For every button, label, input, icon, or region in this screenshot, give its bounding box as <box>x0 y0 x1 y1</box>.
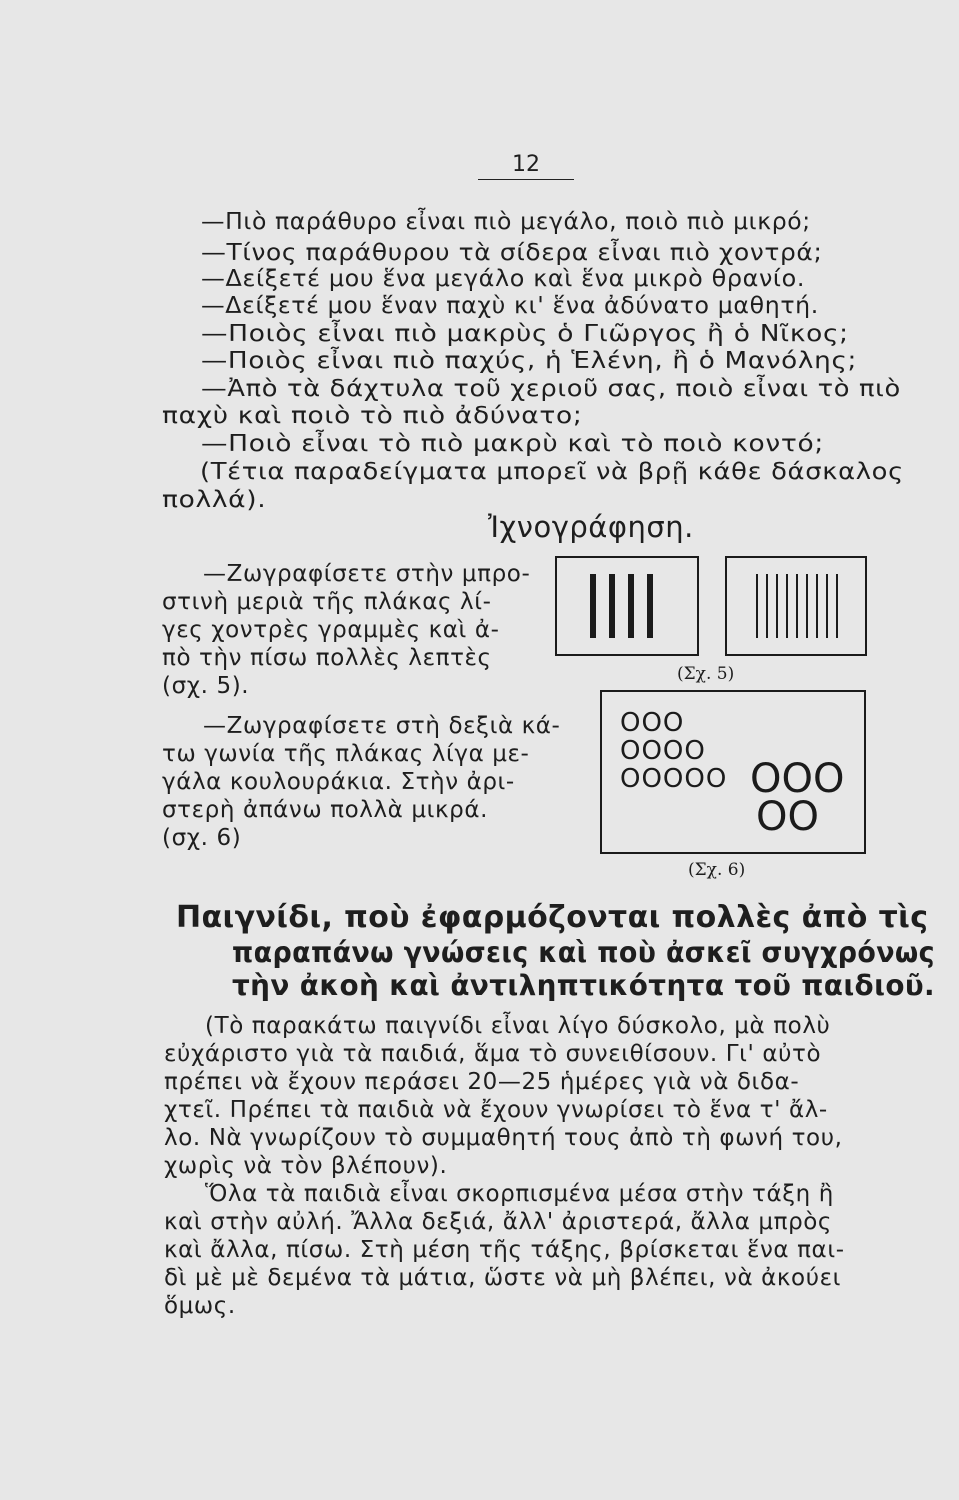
exercise-line: —Ζωγραφίσετε στὴν μπρο- <box>203 561 531 587</box>
question-note-line: πολλά). <box>162 487 267 513</box>
question-line: —Ποιὸ εἶναι τὸ πιὸ μακρὺ καὶ τὸ ποιὸ κοντό; <box>201 431 824 457</box>
small-rings-row: OOOO <box>620 736 706 766</box>
thick-lines-drawing <box>557 558 696 653</box>
figure-5-caption: (Σχ. 5) <box>677 664 735 684</box>
paragraph-line: χωρὶς νὰ τὸν βλέπουν). <box>164 1153 448 1179</box>
paragraph-line: Ὅλα τὰ παιδιὰ εἶναι σκορπισμένα μέσα στὴν τάξη ἢ <box>205 1181 834 1207</box>
exercise-line: γες χοντρὲς γραμμὲς καὶ ἀ- <box>162 617 500 643</box>
thin-lines-drawing <box>727 558 864 653</box>
paragraph-line: εὐχάριστο γιὰ τὰ παιδιά, ἅμα τὸ συνειθίσουν. Γι' αὐτὸ <box>164 1041 822 1067</box>
question-line: —Ἀπὸ τὰ δάχτυλα τοῦ χεριοῦ σας, ποιὸ εἶναι τὸ πιὸ <box>201 376 901 402</box>
section-subheading: Ἰχνογράφηση. <box>488 510 694 544</box>
exercise-line: (σχ. 5). <box>162 673 250 699</box>
question-line: —Δείξετέ μου ἕνα μεγάλο καὶ ἕνα μικρὸ θρανίο. <box>201 266 806 292</box>
paragraph-line: λο. Νὰ γνωρίζουν τὸ συμμαθητή τους ἀπὸ τὴ φωνή του, <box>164 1125 843 1151</box>
small-rings-row: OOO <box>620 708 685 738</box>
question-note-line: (Τέτια παραδείγματα μπορεῖ νὰ βρῇ κάθε δάσκαλος <box>200 459 904 485</box>
paragraph-line: καὶ ἄλλα, πίσω. Στὴ μέση τῆς τάξης, βρίσκεται ἕνα παι- <box>164 1237 845 1263</box>
exercise-line: (σχ. 6) <box>162 825 242 851</box>
exercise-line: στινὴ μεριὰ τῆς πλάκας λί- <box>162 589 492 615</box>
exercise-line: —Ζωγραφίσετε στὴ δεξιὰ κά- <box>203 713 561 739</box>
paragraph-line: δὶ μὲ μὲ δεμένα τὰ μάτια, ὥστε νὰ μὴ βλέπει, νὰ ἀκούει <box>164 1265 842 1291</box>
heading-line: τὴν ἀκοὴ καὶ ἀντιληπτικότητα τοῦ παιδιοῦ. <box>232 969 935 1002</box>
question-line: —Πιὸ παράθυρο εἶναι πιὸ μεγάλο, ποιὸ πιὸ μικρό; <box>201 209 811 235</box>
thick-lines-panel <box>555 556 699 656</box>
question-line: —Ποιὸς εἶναι πιὸ μακρὺς ὁ Γιῶργος ἢ ὁ Νῖκος; <box>201 321 849 347</box>
thin-lines-panel <box>725 556 867 656</box>
exercise-line: τω γωνία τῆς πλάκας λίγα με- <box>162 741 530 767</box>
figure-6-caption: (Σχ. 6) <box>688 860 746 880</box>
exercise-line: πὸ τὴν πίσω πολλὲς λεπτὲς <box>162 645 492 671</box>
paragraph-line: ὅμως. <box>164 1293 236 1319</box>
big-rings-row: OOO <box>750 756 845 802</box>
big-rings-row: OO <box>756 794 819 840</box>
paragraph-line: (Τὸ παρακάτω παιγνίδι εἶναι λίγο δύσκολο, μὰ πολὺ <box>205 1013 831 1039</box>
question-line: παχὺ καὶ ποιὸ τὸ πιὸ ἀδύνατο; <box>162 403 583 429</box>
heading-line: παραπάνω γνώσεις καὶ ποὺ ἀσκεῖ συγχρόνως <box>232 936 935 969</box>
exercise-line: στερὴ ἀπάνω πολλὰ μικρά. <box>162 797 488 823</box>
heading-line: Παιγνίδι, ποὺ ἐφαρμόζονται πολλὲς ἀπὸ τὶς <box>176 900 929 935</box>
page-number: 12 <box>478 152 574 180</box>
small-rings-row: OOOOO <box>620 764 728 794</box>
paragraph-line: χτεῖ. Πρέπει τὰ παιδιὰ νὰ ἔχουν γνωρίσει τὸ ἕνα τ' ἄλ- <box>164 1097 828 1123</box>
question-line: —Τίνος παράθυρου τὰ σίδερα εἶναι πιὸ χοντρά; <box>201 240 823 266</box>
paragraph-line: καὶ στὴν αὐλή. Ἄλλα δεξιά, ἄλλ' ἀριστερά, ἄλλα μπρὸς <box>164 1209 833 1235</box>
exercise-line: γάλα κουλουράκια. Στὴν ἀρι- <box>162 769 515 795</box>
paragraph-line: πρέπει νὰ ἔχουν περάσει 20—25 ἡμέρες γιὰ νὰ διδα- <box>164 1069 800 1095</box>
question-line: —Ποιὸς εἶναι πιὸ παχύς, ἡ Ἑλένη, ἢ ὁ Μανόλης; <box>201 348 858 374</box>
rings-panel <box>600 690 866 854</box>
question-line: —Δείξετέ μου ἕναν παχὺ κι' ἕνα ἀδύνατο μαθητή. <box>201 293 819 319</box>
